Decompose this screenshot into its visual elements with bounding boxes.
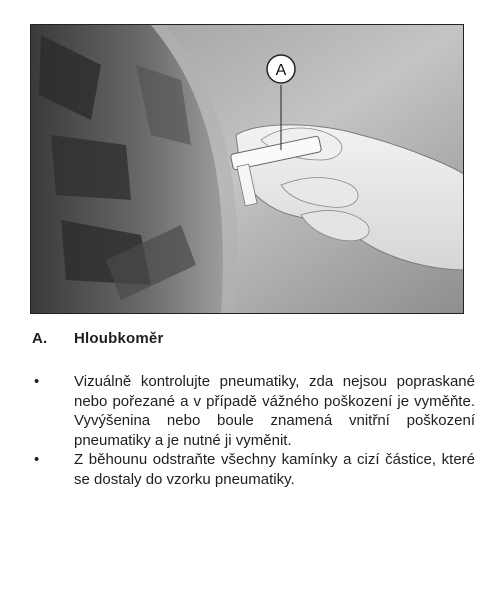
bullet-marker: • bbox=[34, 451, 40, 468]
bullet-marker: • bbox=[34, 373, 40, 390]
caption-text: Hloubkoměr bbox=[74, 330, 164, 347]
bullet-item bbox=[30, 450, 475, 489]
bullet-text: Z běhounu odstraňte všechny kamínky a cizí částice, které se dostaly do vzorku pneumatiky. bbox=[74, 451, 475, 488]
caption-label: A. bbox=[32, 330, 48, 347]
bullet-item bbox=[30, 372, 475, 450]
callout-letter: A bbox=[275, 62, 287, 79]
bullet-list bbox=[30, 372, 475, 489]
bullet-text: Vizuálně kontrolujte pneumatiky, zda nejsou popraskané nebo pořezané a v případě vážného poškození je vyměňte. Vyvýšenina nebo boule znamená vnitřní poškození pneumatiky a je nutné ji vyměnit. bbox=[74, 373, 475, 449]
figure-caption bbox=[32, 330, 164, 347]
tire-depth-gauge-photo bbox=[30, 24, 464, 314]
